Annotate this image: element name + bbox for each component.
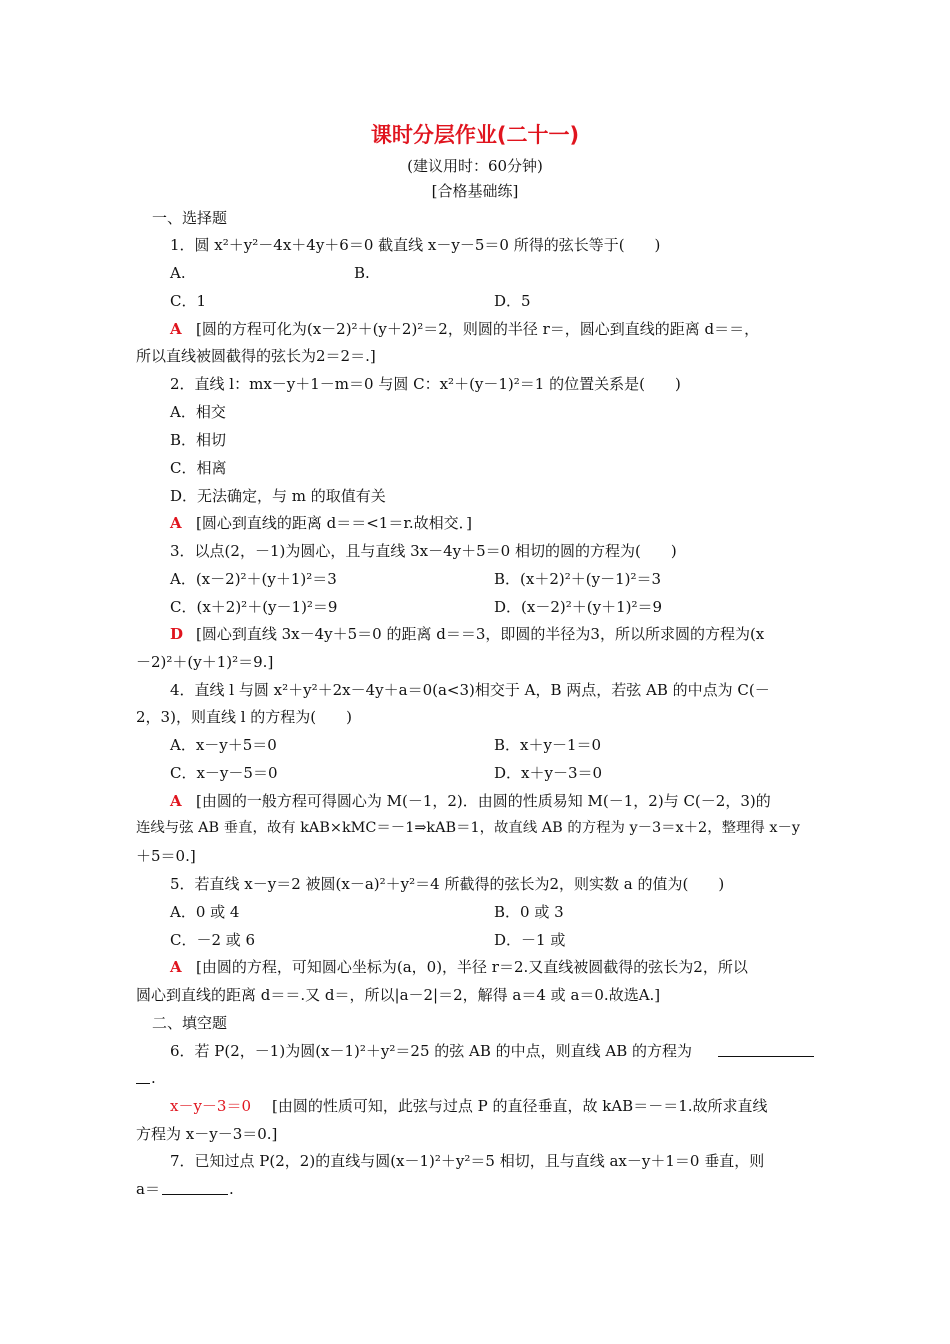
q7-answer-blank[interactable] [162, 1179, 228, 1195]
q5-explanation-1: [由圆的方程，可知圆心坐标为(a，0)，半径 r＝2.又直线被圆截得的弦长为2，所以 [196, 958, 748, 976]
q1-option-b: B. [354, 264, 370, 282]
q7-stem-1: 7．已知过点 P(2，2)的直线与圆(x－1)²＋y²＝5 相切，且与直线 ax－y＋1＝0 垂直，则 [170, 1152, 765, 1170]
q4-explanation-2: 连线与弦 AB 垂直，故有 kAB×kMC＝－1⇒kAB＝1，故直线 AB 的方程为 y－3＝x＋2，整理得 x－y [136, 820, 800, 836]
q7-stem-end: . [229, 1180, 234, 1198]
q2-option-a: A．相交 [170, 403, 226, 421]
q4-answer: A [170, 792, 182, 810]
q3-option-d: D．(x－2)²＋(y＋1)²＝9 [494, 598, 663, 616]
q5-option-c: C．－2 或 6 [170, 931, 256, 949]
q5-option-b: B．0 或 3 [494, 903, 564, 921]
q1-option-a: A. [170, 264, 186, 282]
q4-explanation-1: [由圆的一般方程可得圆心为 M(－1，2)．由圆的性质易知 M(－1，2)与 C(－2，3)的 [196, 792, 771, 810]
q6-explanation-2: 方程为 x－y－3＝0.] [136, 1125, 278, 1143]
q5-option-a: A．0 或 4 [170, 903, 240, 921]
q6-answer-blank[interactable] [718, 1041, 814, 1057]
q1-option-c: C．1 [170, 292, 207, 310]
q3-answer: D [170, 625, 184, 643]
q6-explanation-1: [由圆的性质可知，此弦与过点 P 的直径垂直，故 kAB＝－＝1.故所求直线 [272, 1097, 768, 1115]
q6-stem-end: . [151, 1069, 156, 1087]
q4-option-a: A．x－y＋5＝0 [170, 736, 277, 754]
q2-option-c: C．相离 [170, 459, 227, 477]
q6-answer: x－y－3＝0 [170, 1097, 252, 1115]
time-note: (建议用时：60分钟) [407, 157, 543, 175]
q2-explanation-1: [圆心到直线的距离 d＝＝<1＝r.故相交．] [196, 514, 472, 532]
section-fill: 二、填空题 [152, 1014, 228, 1032]
q1-option-d: D．5 [494, 292, 531, 310]
q5-stem: 5．若直线 x－y＝2 被圆(x－a)²＋y²＝4 所截得的弦长为2，则实数 a 的值为( ) [170, 875, 725, 893]
q2-option-d: D．无法确定，与 m 的取值有关 [170, 487, 386, 505]
q2-stem: 2．直线 l：mx－y＋1－m＝0 与圆 C：x²＋(y－1)²＝1 的位置关系是( ) [170, 375, 681, 393]
q3-option-a: A．(x－2)²＋(y＋1)²＝3 [170, 570, 337, 588]
q5-explanation-2: 圆心到直线的距离 d＝＝.又 d＝，所以|a－2|＝2，解得 a＝4 或 a＝0.故选A.] [136, 986, 661, 1004]
q3-option-c: C．(x＋2)²＋(y－1)²＝9 [170, 598, 338, 616]
q4-option-b: B．x＋y－1＝0 [494, 736, 602, 754]
level-label: [合格基础练] [431, 182, 519, 200]
q2-option-b: B．相切 [170, 431, 227, 449]
q3-explanation-2: －2)²＋(y＋1)²＝9.] [136, 653, 274, 671]
q6-stem: 6．若 P(2，－1)为圆(x－1)²＋y²＝25 的弦 AB 的中点，则直线 AB 的方程为 [170, 1042, 693, 1060]
q1-answer: A [170, 320, 182, 338]
q7-stem-2: a＝ [136, 1180, 160, 1198]
q5-option-d: D．－1 或 [494, 931, 566, 949]
q4-option-c: C．x－y－5＝0 [170, 764, 278, 782]
q1-explanation-1: [圆的方程可化为(x－2)²＋(y＋2)²＝2，则圆的半径 r＝，圆心到直线的距离 d＝＝， [196, 320, 760, 338]
page-title: 课时分层作业(二十一) [370, 123, 580, 147]
q3-stem: 3．以点(2，－1)为圆心，且与直线 3x－4y＋5＝0 相切的圆的方程为( ) [170, 542, 677, 560]
q1-stem: 1．圆 x²＋y²－4x＋4y＋6＝0 截直线 x－y－5＝0 所得的弦长等于( ) [170, 236, 661, 254]
q1-explanation-2: 所以直线被圆截得的弦长为2＝2＝.] [136, 347, 376, 365]
q6-answer-blank-cont[interactable] [136, 1068, 150, 1084]
q4-explanation-3: ＋5＝0.] [136, 847, 196, 865]
q4-stem-1: 4．直线 l 与圆 x²＋y²＋2x－4y＋a＝0(a<3)相交于 A，B 两点，若弦 AB 的中点为 C(－ [170, 681, 770, 699]
section-choice: 一、选择题 [152, 209, 228, 227]
q5-answer: A [170, 958, 182, 976]
q3-explanation-1: [圆心到直线 3x－4y＋5＝0 的距离 d＝＝3，即圆的半径为3，所以所求圆的方程为(x [196, 625, 765, 643]
q2-answer: A [170, 514, 182, 532]
q4-option-d: D．x＋y－3＝0 [494, 764, 603, 782]
q3-option-b: B．(x＋2)²＋(y－1)²＝3 [494, 570, 662, 588]
q4-stem-2: 2，3)，则直线 l 的方程为( ) [136, 708, 352, 726]
